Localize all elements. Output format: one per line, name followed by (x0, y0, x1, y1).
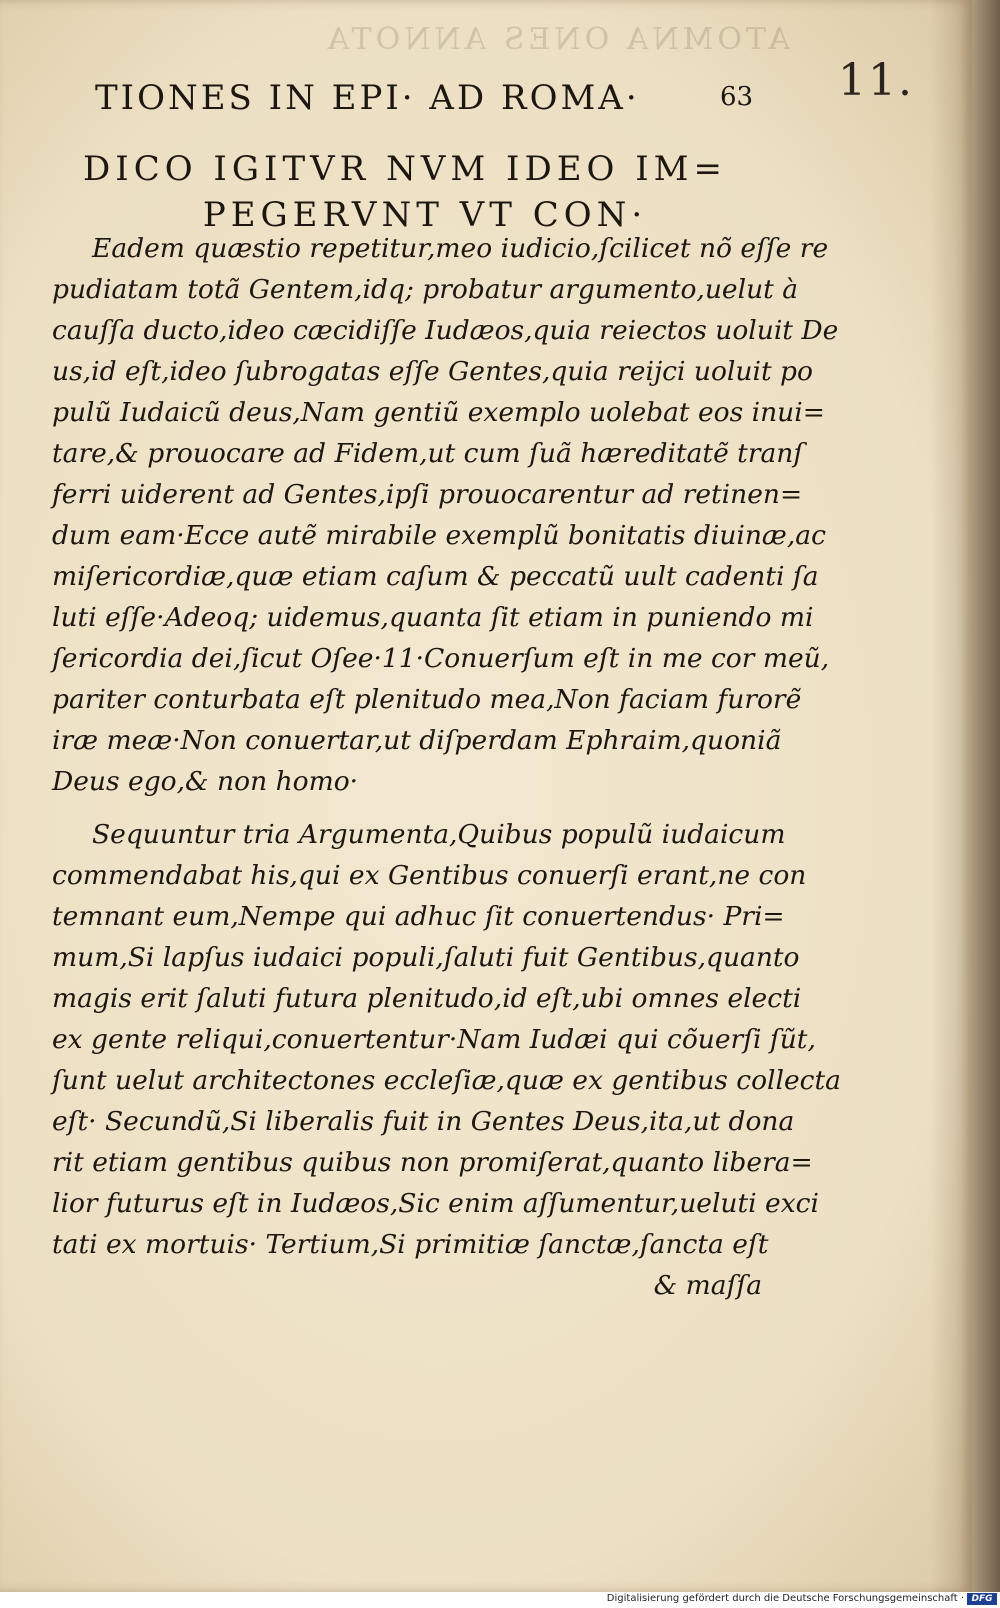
text-line: pudiatam totã Gentem,idq; probatur argumento,uelut à (52, 274, 799, 305)
text-line: pariter conturbata eſt plenitudo mea,Non faciam furorẽ (52, 684, 802, 715)
text-line: Eadem quæstio repetitur,meo iudicio,ſcilicet nõ eſſe re (92, 233, 829, 264)
text-line: dum eam·Ecce autẽ mirabile exemplũ bonitatis diuinæ,ac (52, 520, 826, 551)
text-line: ferri uiderent ad Gentes,ipſi prouocarentur ad retinen= (52, 479, 803, 510)
handwritten-folio-number: 11. (838, 55, 914, 106)
text-line: iræ meæ·Non conuertar,ut diſperdam Ephraim,quoniã (52, 725, 782, 756)
chapter-heading-line: PEGERVNT VT CON· (202, 195, 648, 235)
text-line: ſericordia dei,ſicut Oſee·11·Conuerſum eſt in me cor meũ, (52, 643, 830, 674)
catchword-line: & maſſa (653, 1270, 762, 1301)
text-line: commendabat his,qui ex Gentibus conuerſi erant,ne con (52, 860, 807, 891)
running-title: TIONES IN EPI· AD ROMA· (95, 78, 640, 118)
text-line: temnant eum,Nempe qui adhuc ſit conuertendus· Pri= (52, 901, 785, 932)
text-line: pulũ Iudaicũ deus,Nam gentiũ exemplo uolebat eos inui= (52, 397, 825, 428)
text-line: ſunt uelut architectones eccleſiæ,quæ ex gentibus collecta (52, 1065, 841, 1096)
bleed-through-text: ATOMNA ONES ANNOTA (323, 22, 790, 57)
chapter-heading (55, 146, 755, 238)
text-line: magis erit ſaluti futura plenitudo,id eſt,ubi omnes electi (52, 983, 802, 1014)
chapter-heading-line: DICO IGITVR NVM IDEO IM= (83, 149, 727, 189)
page-number: 63 (720, 82, 754, 112)
dfg-logo-icon: DFG (967, 1593, 997, 1605)
text-line: mum,Si lapſus iudaici populi,ſaluti fuit Gentibus,quanto (52, 942, 800, 973)
text-line: cauſſa ducto,ideo cæcidiſſe Iudæos,quia reiectos uoluit De (52, 315, 839, 346)
text-line: eſt· Secundũ,Si liberalis fuit in Gentes Deus,ita,ut dona (52, 1106, 795, 1137)
text-line: Sequuntur tria Argumenta,Quibus populũ iudaicum (92, 819, 786, 850)
text-line: ex gente reliqui,conuertentur·Nam Iudæi qui cõuerſi ſũt, (52, 1024, 816, 1055)
text-line: miſericordiæ,quæ etiam caſum & peccatũ uult cadenti ſa (52, 561, 819, 592)
text-line: lior futurus eſt in Iudæos,Sic enim aſſumentur,ueluti exci (52, 1188, 819, 1219)
text-line: tare,& prouocare ad Fidem,ut cum ſuã hæreditatẽ tranſ (52, 438, 804, 469)
text-line: us,id eſt,ideo ſubrogatas eſſe Gentes,quia reijci uoluit po (52, 356, 813, 387)
text-line: Deus ego,& non homo· (52, 766, 359, 797)
text-line: tati ex mortuis· Tertium,Si primitiæ ſanctæ,ſancta eſt (52, 1229, 769, 1260)
body-text (52, 228, 841, 1306)
text-line: luti eſſe·Adeoq; uidemus,quanta ſit etiam in puniendo mi (52, 602, 814, 633)
page-fold-shadow (930, 0, 972, 1592)
funding-credit: Digitalisierung gefördert durch die Deutsche Forschungsgemeinschaft · (606, 1593, 964, 1604)
text-line: rit etiam gentibus quibus non promiſerat,quanto libera= (52, 1147, 813, 1178)
